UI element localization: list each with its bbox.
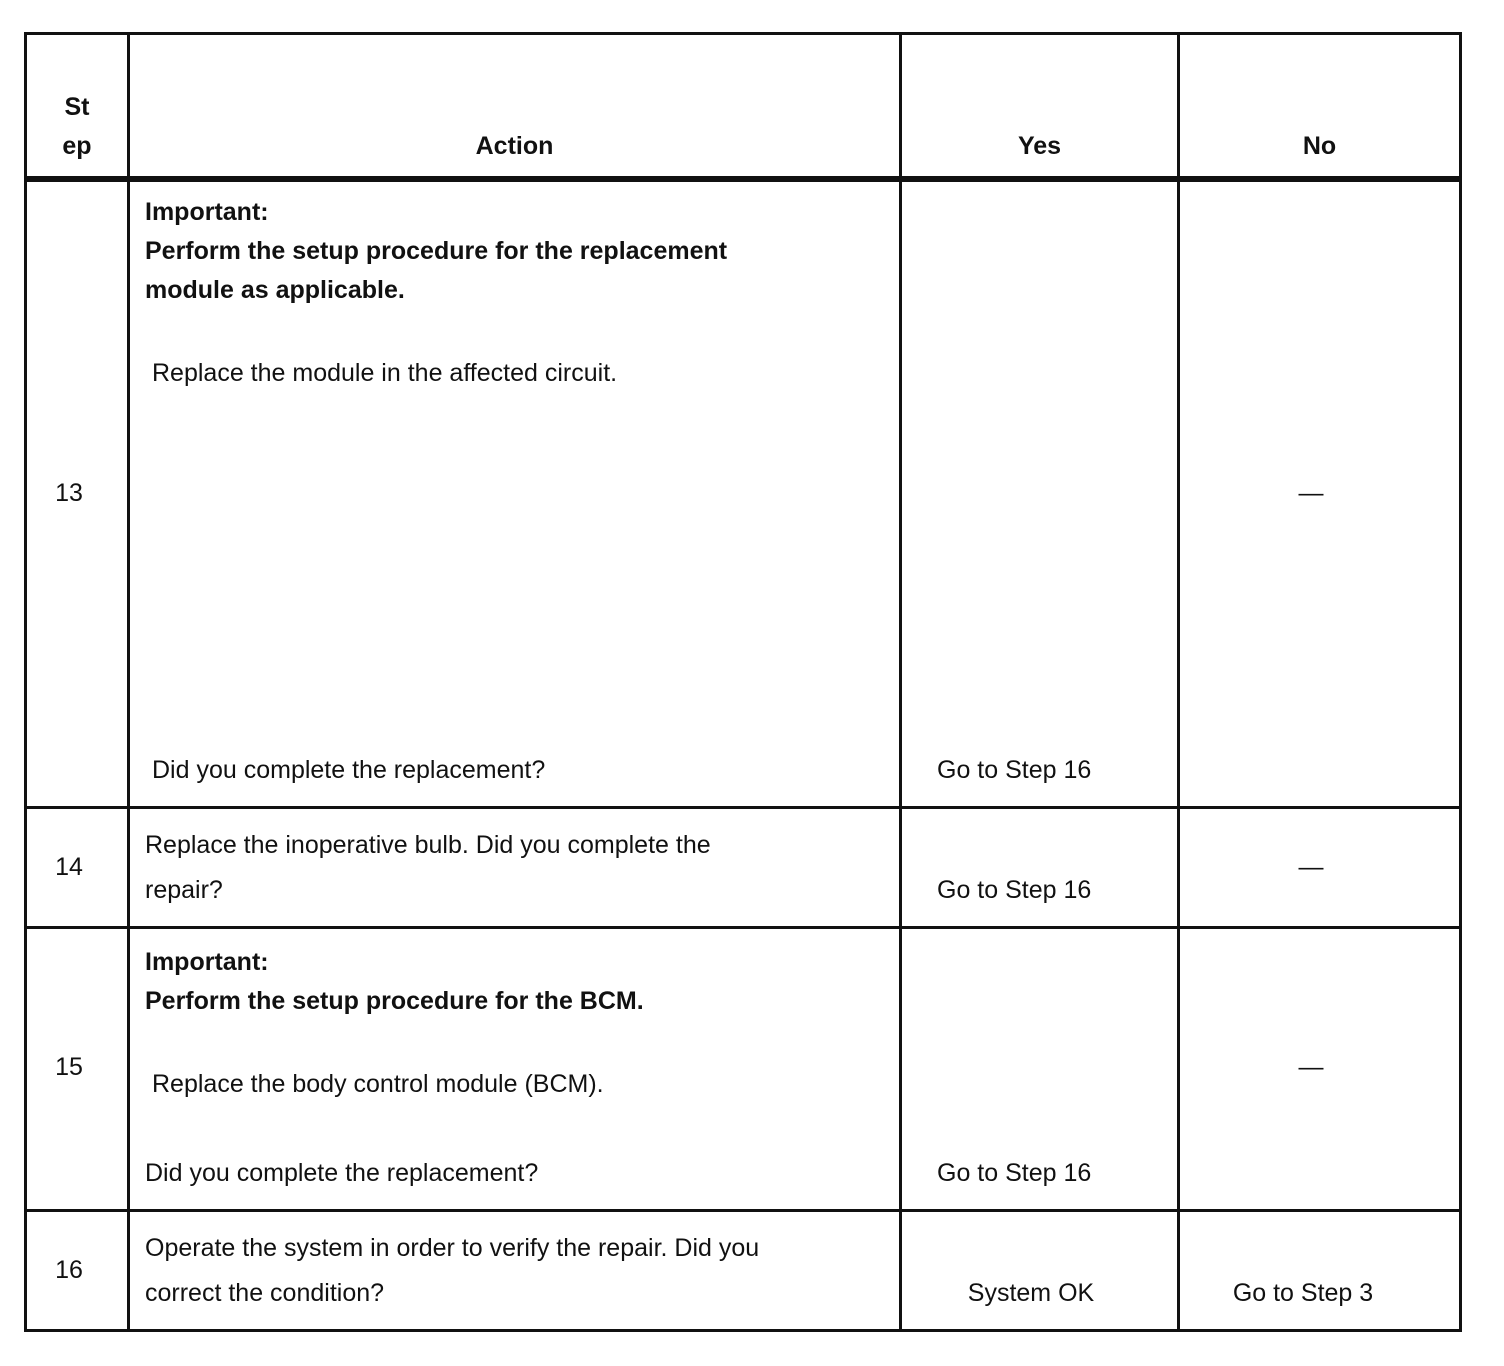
important-text: module as applicable. — [145, 276, 405, 304]
no-result: — — [1298, 853, 1324, 881]
row-divider — [24, 1209, 1462, 1212]
action-instruction: Replace the module in the affected circuit. — [152, 359, 618, 387]
step-number: 13 — [55, 479, 83, 507]
important-label: Important: — [145, 198, 269, 226]
action-text: Replace the inoperative bulb. Did you complete the — [145, 831, 711, 859]
step-number: 15 — [55, 1053, 83, 1081]
column-divider — [899, 32, 902, 1332]
action-text: correct the condition? — [145, 1279, 385, 1307]
step-number: 16 — [55, 1256, 83, 1284]
yes-result: System OK — [967, 1279, 1095, 1307]
row-divider — [24, 806, 1462, 809]
action-text: repair? — [145, 876, 223, 904]
yes-result: Go to Step 16 — [937, 756, 1092, 784]
column-divider — [127, 32, 130, 1332]
table-right-border — [1459, 32, 1462, 1332]
action-question: Did you complete the replacement? — [152, 756, 546, 784]
important-text: Perform the setup procedure for the BCM. — [145, 987, 644, 1015]
column-divider — [1177, 32, 1180, 1332]
important-text: Perform the setup procedure for the replacement — [145, 237, 728, 265]
table-top-border — [24, 32, 1462, 35]
yes-result: Go to Step 16 — [937, 876, 1092, 904]
header-bottom-border — [24, 176, 1462, 182]
header-step-line1: St — [64, 93, 90, 121]
important-label: Important: — [145, 948, 269, 976]
yes-result: Go to Step 16 — [937, 1159, 1092, 1187]
diagnostic-table — [24, 32, 1462, 1332]
no-result: Go to Step 3 — [1232, 1279, 1374, 1307]
header-yes: Yes — [1017, 132, 1062, 160]
action-text: Operate the system in order to verify the repair. Did you — [145, 1234, 760, 1262]
header-no: No — [1302, 132, 1337, 160]
action-question: Did you complete the replacement? — [145, 1159, 539, 1187]
table-left-border — [24, 32, 27, 1332]
row-divider — [24, 926, 1462, 929]
header-step-line2: ep — [62, 132, 92, 160]
step-number: 14 — [55, 853, 83, 881]
table-bottom-border — [24, 1329, 1462, 1332]
action-instruction: Replace the body control module (BCM). — [152, 1070, 604, 1098]
header-action: Action — [475, 132, 554, 160]
no-result: — — [1298, 1053, 1324, 1081]
no-result: — — [1298, 479, 1324, 507]
